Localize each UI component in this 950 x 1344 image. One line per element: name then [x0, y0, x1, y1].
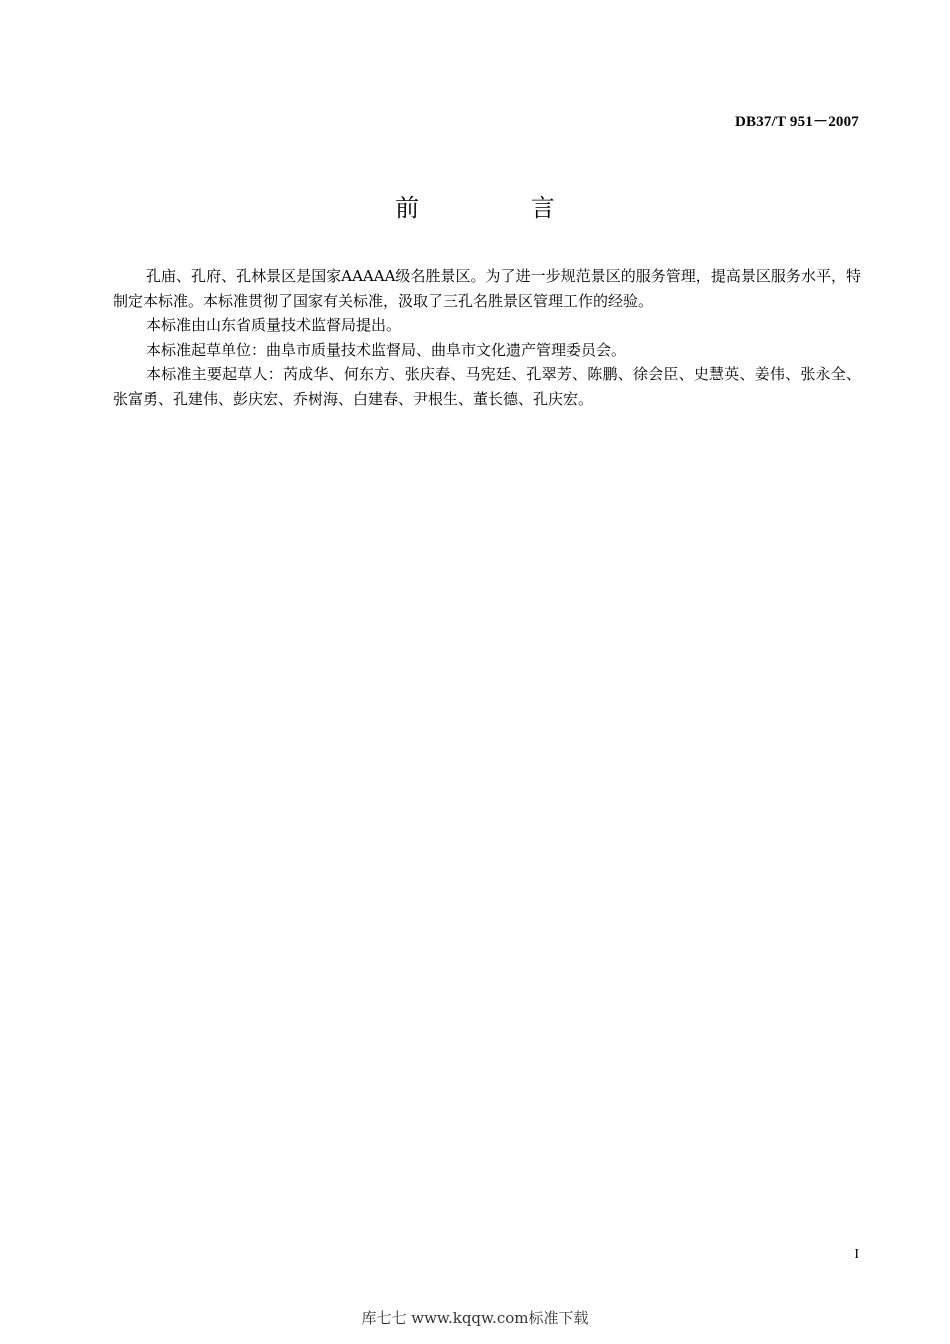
watermark-text: 库七七 www.kqqw.com标准下载 — [361, 1309, 589, 1327]
paragraph-intro: 孔庙、孔府、孔林景区是国家AAAAA级名胜景区。为了进一步规范景区的服务管理，提高景区服务水平，特制定本标准。本标准贯彻了国家有关标准，汲取了三孔名胜景区管理工作的经验。 — [113, 267, 861, 310]
page-number: I — [854, 1247, 859, 1262]
foreword-body — [113, 264, 861, 411]
paragraph-proposer: 本标准由山东省质量技术监督局提出。 — [146, 316, 402, 334]
page-title: 前 言 — [395, 194, 607, 222]
paragraph-drafting-units: 本标准起草单位：曲阜市质量技术监督局、曲阜市文化遗产管理委员会。 — [146, 340, 627, 359]
paragraph-drafters: 本标准主要起草人：芮成华、何东方、张庆春、马宪廷、孔翠芳、陈鹏、徐会臣、史慧英、姜伟、张永全、张富勇、孔建伟、彭庆宏、乔树海、白建春、尹根生、董长德、孔庆宏。 — [113, 365, 861, 408]
document-code: DB37/T 951－2007 — [735, 114, 859, 130]
